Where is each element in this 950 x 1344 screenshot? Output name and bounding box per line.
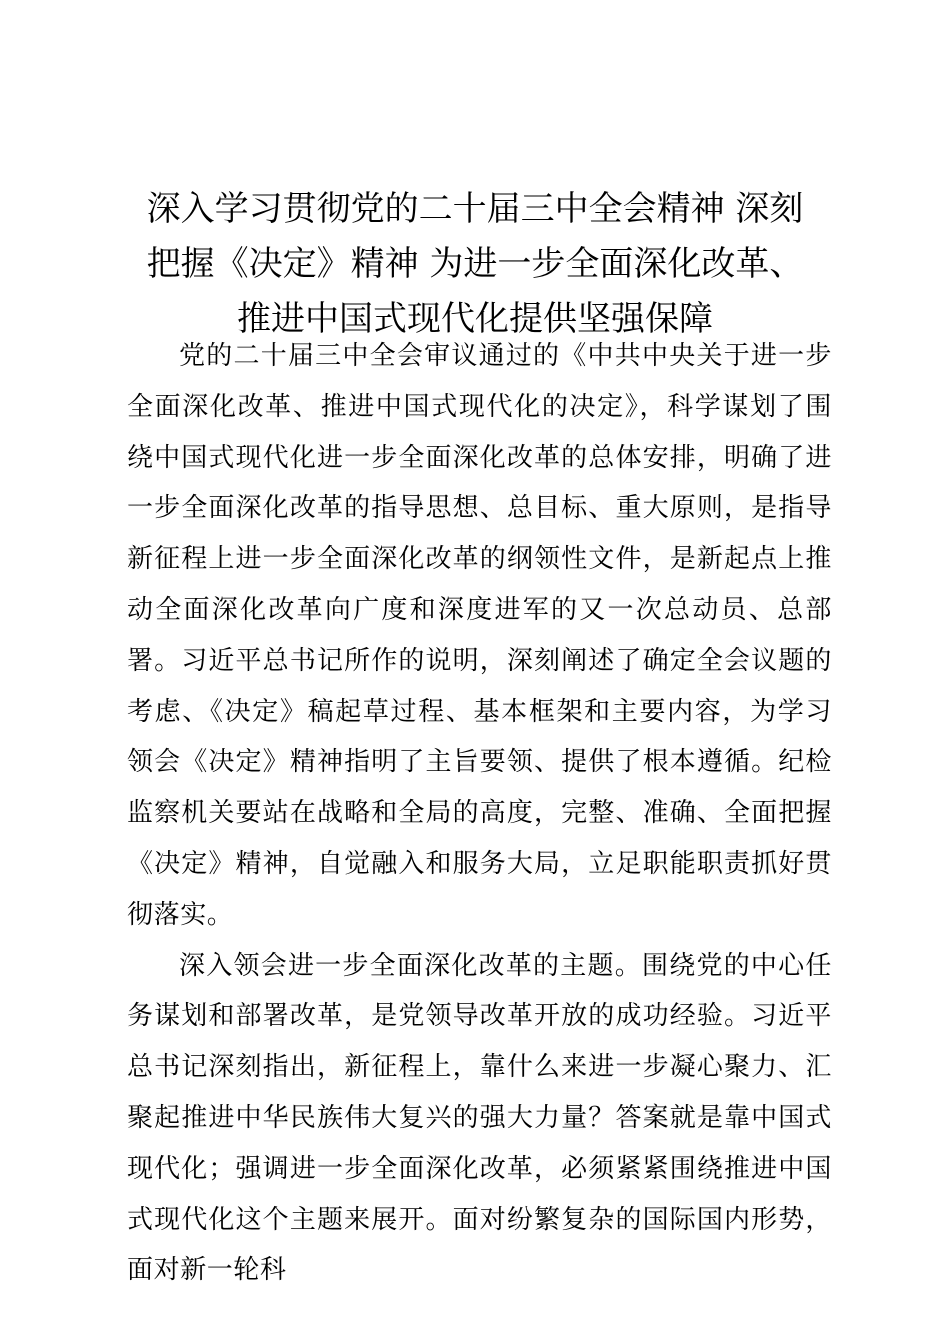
title-line-3: 推进中国式现代化提供坚强保障 <box>237 299 713 339</box>
title-line-2: 把握《决定》精神 为进一步全面深化改革、 <box>146 244 804 284</box>
title-line-1: 深入学习贯彻党的二十届三中全会精神 深刻 <box>146 189 804 229</box>
document-title <box>110 182 840 347</box>
paragraph-1: 党的二十届三中全会审议通过的《中共中央关于进一步全面深化改革、推进中国式现代化的决定》，科学谋划了围绕中国式现代化进一步全面深化改革的总体安排，明确了进一步全面深化改革的指导思想、总目标、重大原则，是指导新征程上进一步全面深化改革的纲领性文件，是新起点上推动全面深化改革向广度和深度进军的又一次总动员、总部署。习近平总书记所作的说明，深刻阐述了确定全会议题的考虑、《决定》稿起草过程、基本框架和主要内容，为学习领会《决定》精神指明了主旨要领、提供了根本遵循。纪检监察机关要站在战略和全局的高度，完整、准确、全面把握《决定》精神，自觉融入和服务大局，立足职能职责抓好贯彻落实。 <box>127 341 832 930</box>
paragraph-2: 深入领会进一步全面深化改革的主题。围绕党的中心任务谋划和部署改革，是党领导改革开放的成功经验。习近平总书记深刻指出，新征程上，靠什么来进一步凝心聚力、汇聚起推进中华民族伟大复兴的强大力量？答案就是靠中国式现代化；强调进一步全面深化改革，必须紧紧围绕推进中国式现代化这个主题来展开。面对纷繁复杂的国际国内形势，面对新一轮科 <box>127 950 832 1286</box>
document-body <box>127 331 832 1296</box>
